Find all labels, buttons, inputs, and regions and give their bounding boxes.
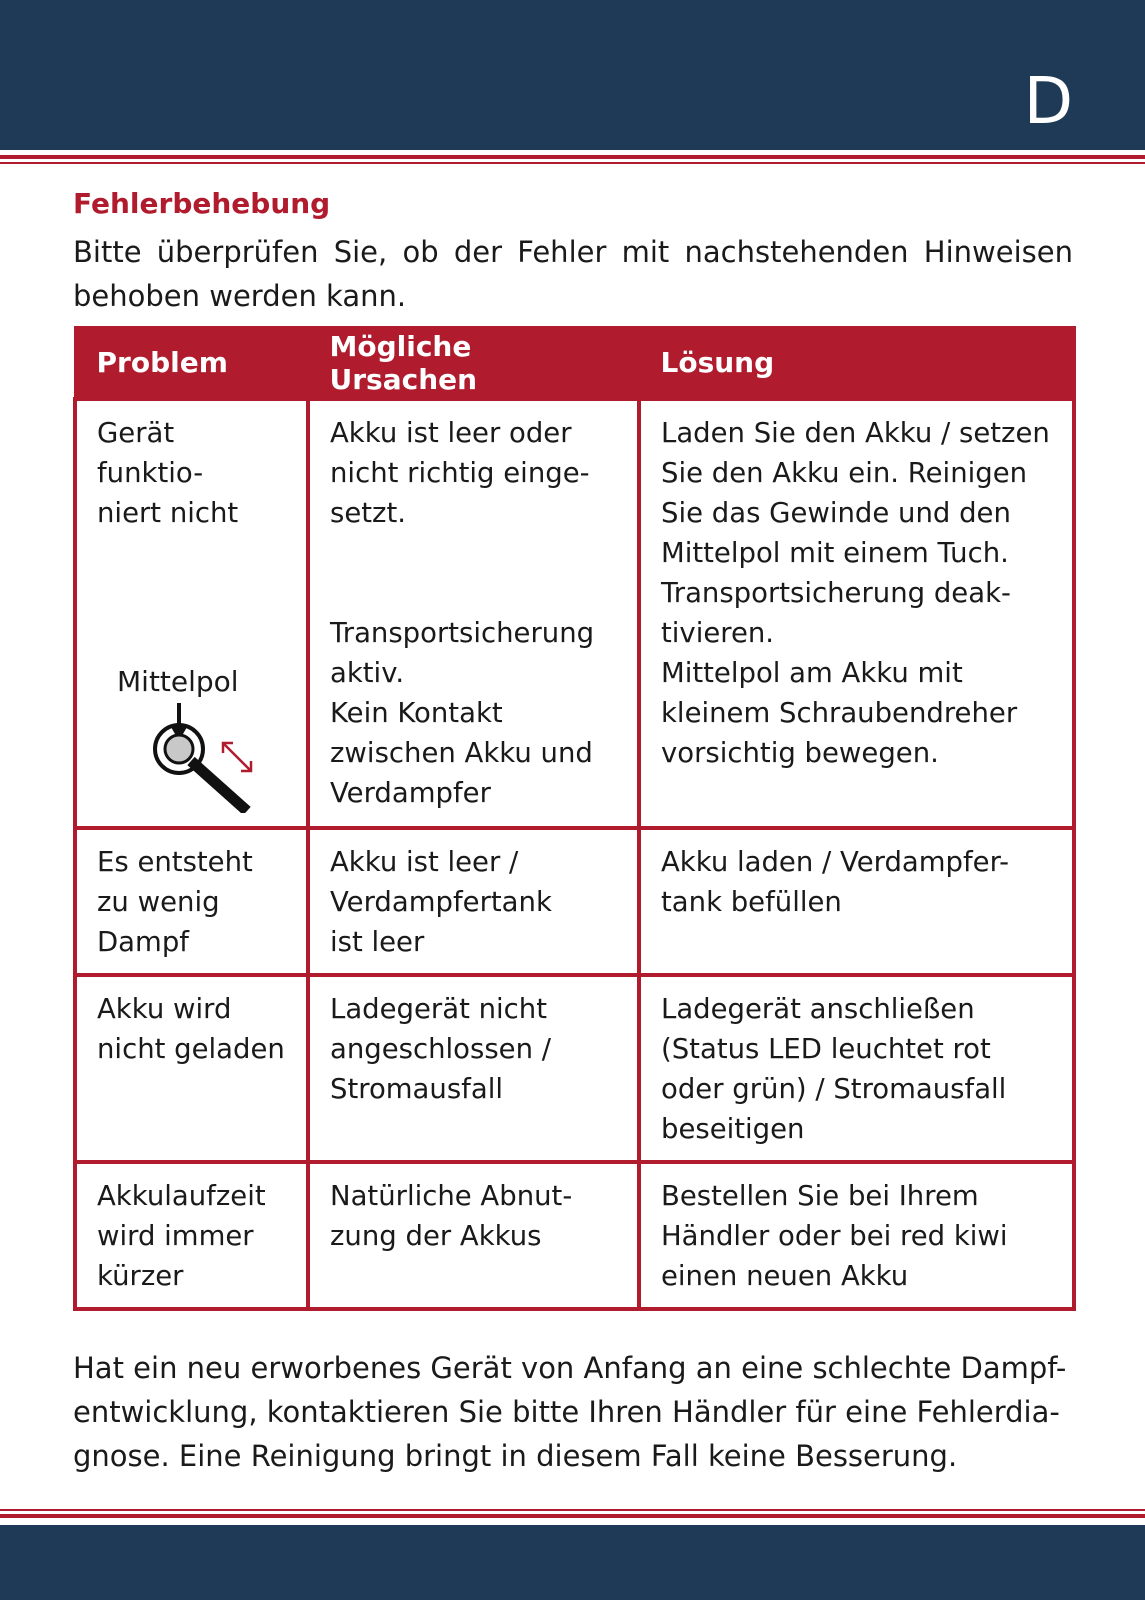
header-problem: Problem (75, 328, 308, 399)
causes-cell: Akku ist leer oder nicht richtig einge- setzt. Transportsicherung aktiv. Kein Kontakt zwischen Akku und Verdampfer (308, 399, 639, 828)
header-rule-thin (0, 162, 1145, 164)
solution-cell: Bestellen Sie bei Ihrem Händler oder bei red kiwi einen neuen Akku (639, 1162, 1074, 1309)
table-row (75, 975, 1074, 1162)
problem-cell: Akkulaufzeit wird immer kürzer (75, 1162, 308, 1309)
problem-cell: Es entsteht zu wenig Dampf (75, 828, 308, 975)
language-indicator: D (1023, 65, 1073, 139)
causes-cell: Akku ist leer / Verdampfertank ist leer (308, 828, 639, 975)
footer-band (0, 1525, 1145, 1600)
footer-rule (0, 1514, 1145, 1518)
table-header-row (75, 328, 1074, 399)
table-row (75, 828, 1074, 975)
center-pole-illustration (107, 653, 277, 813)
intro-text: Bitte überprüfen Sie, ob der Fehler mit nachstehenden Hinweisen behoben werden kann. (73, 235, 1073, 313)
table-row (75, 1162, 1074, 1309)
center-pole-label: Mittelpol (117, 664, 239, 698)
problem-cell (75, 399, 308, 828)
causes-cell: Natürliche Abnut- zung der Akkus (308, 1162, 639, 1309)
table-row (75, 399, 1074, 828)
causes-cell: Ladegerät nicht angeschlossen / Stromausfall (308, 975, 639, 1162)
footer-rule-thin (0, 1509, 1145, 1511)
move-arrow-icon (223, 743, 251, 771)
solution-cell: Ladegerät anschließen (Status LED leuchtet rot oder grün) / Stromausfall beseitigen (639, 975, 1074, 1162)
problem-cell: Akku wird nicht geladen (75, 975, 308, 1162)
section-title: Fehlerbehebung (73, 187, 331, 220)
center-pole-icon (165, 735, 193, 763)
solution-cell: Laden Sie den Akku / setzen Sie den Akku ein. Reinigen Sie das Gewinde und den Mittelpol mit einem Tuch. Transportsicherung deak- tivieren. Mittelpol am Akku mit kleinem Schraubendreher vorsichtig bewegen. (639, 399, 1074, 828)
troubleshooting-table (73, 326, 1076, 1311)
solution-cell: Akku laden / Verdampfer- tank befüllen (639, 828, 1074, 975)
problem-text: Gerät funktio- niert nicht (97, 416, 239, 529)
closing-text: Hat ein neu erworbenes Gerät von Anfang an eine schlechte Dampf- entwicklung, kontaktieren Sie bitte Ihren Händler für eine Fehlerdia- gnose. Eine Reinigung bringt in diesem Fall keine Besserung. (73, 1351, 1067, 1473)
header-rule (0, 155, 1145, 159)
header-causes: Mögliche Ursachen (308, 328, 639, 399)
screwdriver-icon (191, 761, 247, 811)
header-band (0, 0, 1145, 150)
problem-cell-content (97, 413, 286, 753)
header-solution: Lösung (639, 328, 1074, 399)
